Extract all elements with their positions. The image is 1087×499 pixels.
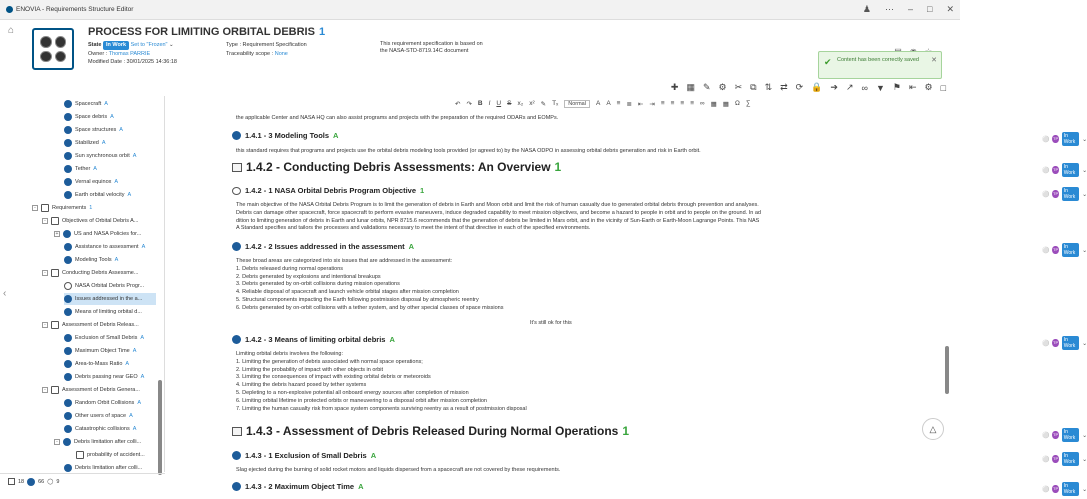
paragraph[interactable]: the applicable Center and NASA HQ can also assist programs and projects with the preparation of the required ODARs and EOMPs.: [236, 115, 559, 121]
chevron-down-icon[interactable]: ⌄: [1082, 136, 1087, 143]
state-label: State: [88, 42, 102, 48]
copy-icon[interactable]: ⧉: [750, 82, 757, 92]
enovia-logo-icon: [6, 6, 13, 13]
tree-item-selected[interactable]: Issues addressed in the a...: [64, 293, 156, 305]
row-controls: [1042, 243, 1087, 257]
align-center-icon[interactable]: ≡: [670, 100, 675, 107]
owner-label: Owner :: [88, 50, 108, 57]
section-heading[interactable]: 1.4.2 - 2 Issues addressed in the assessment A: [232, 242, 414, 251]
object-meta: [88, 41, 177, 67]
link-icon[interactable]: ∞: [700, 100, 705, 107]
status-badge[interactable]: In Work: [1062, 336, 1079, 350]
strike-button[interactable]: S: [507, 100, 512, 107]
assistant-button[interactable]: [922, 418, 944, 440]
tree-item[interactable]: Means of limiting orbital d...: [64, 306, 142, 318]
chapter-heading[interactable]: 1.4.2 - Conducting Debris Assessments: An Overview 1: [232, 160, 561, 174]
tree-item[interactable]: Tether A: [64, 163, 97, 175]
close-button[interactable]: ✕: [946, 4, 954, 14]
description: This requirement specification is based on the NASA-STD-8719.14C document: [380, 41, 483, 54]
lock-icon[interactable]: ⚪: [1042, 486, 1050, 493]
status-badge[interactable]: In Work: [1062, 187, 1079, 201]
editor-toolbar: [455, 97, 950, 110]
paragraph[interactable]: The main objective of the NASA Orbital Debris Program is to limit the generation of debris in Earth and Moon orbit and limit the risk of human casualty due to generated orbital debris through prevention and analyses. Debris can damage other spacecraft, force spacecraft to perform evasive maneuvers, induce degraded capability to meet mission objectives, and become a hazard to people in orbit and to people on the ground. In ad dition to limiting generation of debris in Earth and lunar orbits, NPR 8715.6 recommends that the generation of debris be limited in Mars orbit, and in the vicinity of Sun-Earth or Earth-Moon Lagrange Points. This NAS A Standard specifies and tailors the processes and validations necessary to meet the intent of that directive in each of the specified environments.: [236, 202, 761, 232]
lock-icon[interactable]: ⚪: [1042, 191, 1050, 198]
lock-icon[interactable]: 🔒: [811, 82, 823, 92]
comment-count: 9: [56, 478, 60, 485]
tag-icon[interactable]: ⚑: [892, 82, 901, 92]
close-icon[interactable]: ✕: [931, 57, 937, 64]
redo-icon[interactable]: ↷: [466, 100, 472, 108]
avatar[interactable]: TP: [1053, 247, 1059, 252]
modified-date: 30/01/2025 14:36:18: [126, 59, 177, 65]
image-icon[interactable]: ▦: [710, 100, 717, 108]
avatar[interactable]: TP: [1053, 456, 1059, 461]
avatar[interactable]: TP: [1053, 486, 1059, 491]
tree-item[interactable]: Earth orbital velocity A: [64, 189, 131, 201]
minimize-button[interactable]: –: [908, 4, 914, 14]
state-badge: In Work: [103, 41, 129, 50]
tree-item[interactable]: Random Orbit Collisions A: [64, 397, 141, 409]
collapse-panel-icon[interactable]: ‹: [3, 288, 7, 299]
tree-item[interactable]: Exclusion of Small Debris A: [64, 332, 144, 344]
tree-item[interactable]: - Debris limitation after colli...: [54, 436, 141, 448]
omega-icon[interactable]: Ω: [734, 100, 740, 107]
page-title: [88, 26, 325, 38]
title-text: PROCESS FOR LIMITING ORBITAL DEBRIS: [88, 26, 315, 38]
saved-toast: [818, 51, 942, 79]
tree-item[interactable]: - Conducting Debris Assessme...: [42, 267, 138, 279]
share-icon[interactable]: ↗: [845, 82, 854, 92]
status-badge[interactable]: In Work: [1062, 243, 1079, 257]
section-heading[interactable]: 1.4.3 - 2 Maximum Object Time A: [232, 482, 364, 491]
object-thumbnail: [32, 28, 74, 70]
lock-icon[interactable]: ⚪: [1042, 247, 1050, 254]
tree-item[interactable]: Debris passing near GEO A: [64, 371, 144, 383]
italic-button[interactable]: I: [488, 100, 491, 107]
chevron-down-icon[interactable]: ⌄: [1082, 456, 1087, 463]
insert-icon[interactable]: ▦: [686, 82, 695, 92]
avatar[interactable]: TP: [1053, 432, 1059, 437]
doc-count: 18: [18, 478, 25, 485]
tree-item[interactable]: Space debris A: [64, 111, 114, 123]
status-badge[interactable]: In Work: [1062, 482, 1079, 496]
content-scrollbar[interactable]: [945, 346, 949, 394]
chevron-down-icon[interactable]: ⌄: [1082, 486, 1087, 493]
section-heading[interactable]: 1.4.2 - 1 NASA Orbital Debris Program Objective 1: [232, 186, 424, 195]
format-painter-icon[interactable]: ✎: [540, 100, 547, 108]
tree-item[interactable]: Vernal equinox A: [64, 176, 118, 188]
lock-icon[interactable]: ⚪: [1042, 432, 1050, 439]
outdent-icon[interactable]: ⇤: [637, 100, 644, 108]
chevron-down-icon[interactable]: ⌄: [169, 42, 174, 48]
tree-item-requirements[interactable]: - Requirements 1: [32, 202, 92, 214]
align-right-icon[interactable]: ≡: [680, 100, 685, 107]
settings-icon[interactable]: ⚙: [924, 82, 933, 92]
tree-item[interactable]: Catastrophic collisions A: [64, 423, 136, 435]
tree-item[interactable]: - Assessment of Debris Releas...: [42, 319, 139, 331]
import-icon[interactable]: ⇤: [908, 82, 917, 92]
tree-item[interactable]: Stabilized A: [64, 137, 106, 149]
modified-label: Modified Date :: [88, 59, 125, 65]
paint-icon[interactable]: ✎: [702, 82, 711, 92]
lock-icon[interactable]: ⚪: [1042, 340, 1050, 347]
subscript-button[interactable]: x₂: [517, 100, 524, 107]
row-controls: [1042, 132, 1087, 146]
user-icon[interactable]: ♟: [862, 4, 871, 14]
paragraph[interactable]: Slag ejected during the burning of solid rocket motors and liquids dispersed from a spacecraft are not covered by these requirements.: [236, 467, 561, 473]
app-title: [6, 6, 133, 13]
maximize-button[interactable]: □: [927, 4, 933, 14]
paragraph[interactable]: this standard requires that programs and projects use the orbital debris modeling tools provided (or agreed to) by the NASA ODPO in assessing orbital debris generation and risk in Earth orbit.: [236, 148, 701, 154]
req-count: 66: [38, 478, 45, 485]
object-header: [0, 20, 960, 78]
chevron-down-icon[interactable]: ⌄: [1082, 247, 1087, 254]
split-icon[interactable]: ⇅: [764, 82, 773, 92]
chevron-down-icon[interactable]: ⌄: [1082, 191, 1087, 198]
check-icon: ✔: [824, 57, 832, 67]
tree-item[interactable]: Modeling Tools A: [64, 254, 118, 266]
trace-label: Traceability scope :: [226, 50, 274, 57]
highlight-icon[interactable]: A: [606, 100, 611, 107]
chevron-down-icon[interactable]: ⌄: [1082, 340, 1087, 347]
requirement-count-icon: [27, 478, 35, 486]
filter-icon[interactable]: ▼: [875, 82, 885, 93]
sidebar-counters: [0, 473, 165, 489]
tree-item[interactable]: Spacecraft A: [64, 98, 108, 110]
inline-note[interactable]: It's still ok for this: [530, 320, 572, 326]
status-badge[interactable]: In Work: [1062, 452, 1079, 466]
row-controls: [1042, 452, 1087, 466]
bold-button[interactable]: B: [477, 100, 483, 107]
comment-count-icon: ◯: [47, 478, 54, 485]
avatar[interactable]: TP: [1053, 191, 1059, 196]
status-badge[interactable]: In Work: [1062, 428, 1079, 442]
type-label: Type :: [226, 42, 241, 48]
section-heading[interactable]: 1.4.1 - 3 Modeling Tools A: [232, 131, 338, 140]
bell-icon: △: [929, 424, 937, 434]
font-color-icon[interactable]: A: [595, 100, 601, 107]
align-left-icon[interactable]: ≡: [660, 100, 665, 107]
list-icon[interactable]: ≡: [616, 100, 621, 107]
status-badge[interactable]: In Work: [1062, 132, 1079, 146]
home-icon[interactable]: ⌂: [8, 25, 15, 36]
refresh-icon[interactable]: ⟳: [795, 82, 804, 92]
window-title: ENOVIA - Requirements Structure Editor: [16, 6, 134, 13]
tree-item[interactable]: probability of accident...: [76, 449, 145, 461]
numbered-list-icon[interactable]: ≣: [626, 100, 632, 108]
paragraph[interactable]: Limiting orbital debris involves the following: 1. Limiting the generation of debris associated with normal space operations; 2. Limiting the probability of impact with other objects in orbit 3. Limiting the consequences of impact with existing orbital debris or meteoroids 4. Limiting the debris hazard posed by tether systems 5. Depleting to a non-explosive potential all onboard energy sources after completion of mission 6. Limiting orbital lifetime in protected orbits or maneuvering to a disposal orbit after mission completion 7. Limiting the human casualty risk from space system components surviving reentry as a result of postmission disposal: [236, 351, 527, 412]
avatar[interactable]: TP: [1053, 167, 1059, 172]
tree-item[interactable]: NASA Orbital Debris Progr...: [64, 280, 144, 292]
tree-item[interactable]: Sun synchronous orbit A: [64, 150, 136, 162]
lock-icon[interactable]: ⚪: [1042, 167, 1050, 174]
table-icon[interactable]: ▦: [722, 100, 729, 108]
action-toolbar: [510, 79, 950, 96]
lock-icon[interactable]: ⚪: [1042, 456, 1050, 463]
row-controls: [1042, 187, 1087, 201]
chapter-heading[interactable]: 1.4.3 - Assessment of Debris Released During Normal Operations 1: [232, 424, 629, 438]
tree-item[interactable]: Other users of space A: [64, 410, 133, 422]
underline-button[interactable]: U: [496, 100, 502, 107]
tree-item[interactable]: Debris limitation after colli...: [64, 462, 142, 474]
set-frozen-link[interactable]: Set to "Frozen": [130, 42, 168, 48]
tree-item[interactable]: Assistance to assessment A: [64, 241, 145, 253]
superscript-button[interactable]: x²: [529, 100, 535, 107]
clear-format-icon[interactable]: Tₓ: [552, 100, 559, 107]
tree-item[interactable]: - Objectives of Orbital Debris A...: [42, 215, 138, 227]
section-heading[interactable]: 1.4.2 - 3 Means of limiting orbital debris A: [232, 335, 395, 344]
link-icon[interactable]: ∞: [861, 82, 868, 93]
avatar[interactable]: TP: [1053, 340, 1059, 345]
trace-value[interactable]: None: [274, 50, 288, 57]
row-controls: [1042, 336, 1087, 350]
undo-icon[interactable]: ↶: [455, 100, 461, 108]
edit-icon[interactable]: ⚙: [718, 82, 727, 92]
tree-item[interactable]: Maximum Object Time A: [64, 345, 136, 357]
revision: 1: [318, 26, 326, 38]
new-doc-icon[interactable]: □: [940, 82, 946, 93]
status-badge[interactable]: In Work: [1062, 163, 1079, 177]
avatar[interactable]: TP: [1053, 136, 1059, 141]
indent-icon[interactable]: ⇥: [649, 100, 655, 108]
tree-item[interactable]: + US and NASA Policies for...: [55, 231, 142, 237]
toast-message: Content has been correctly saved: [837, 57, 919, 63]
document-count-icon: [8, 478, 15, 485]
type-value: Requirement Specification: [242, 42, 307, 48]
tree-item[interactable]: - Assessment of Debris Genera...: [42, 384, 140, 396]
chevron-down-icon[interactable]: ⌄: [1082, 432, 1087, 439]
structure-tree: [0, 96, 165, 472]
cut-icon[interactable]: ✂: [734, 82, 743, 92]
tree-item[interactable]: Area-to-Mass Ratio A: [64, 358, 129, 370]
lock-icon[interactable]: ⚪: [1042, 136, 1050, 143]
export-icon[interactable]: ➔: [830, 82, 838, 92]
object-meta-2: [226, 41, 307, 58]
paragraph[interactable]: These broad areas are categorized into six issues that are addressed in the assessment: 1. Debris released during normal operations 2. Debris generated by explosions and intentional breakups 3. Debris generated by on-orbit collisions during mission operations 4. Reliable disposal of spacecraft and launch vehicle orbital stages after mission completion 5. Structural components impacting the Earth following postmission disposal by atmospheric reentry 6. Debris generated by on-orbit collisions with a tether system, and by other special classes of space missions: [236, 258, 504, 311]
window-titlebar: [0, 0, 960, 20]
chevron-down-icon[interactable]: ⌄: [1082, 167, 1087, 174]
sidebar-scrollbar[interactable]: [158, 380, 162, 475]
window-controls: [863, 4, 954, 15]
row-controls: [1042, 428, 1087, 442]
owner-link[interactable]: Thomas PARRIE: [108, 50, 151, 57]
tree-item[interactable]: Space structures A: [64, 124, 123, 136]
more-icon[interactable]: ⋯: [885, 4, 894, 14]
justify-icon[interactable]: ≡: [690, 100, 694, 107]
merge-icon[interactable]: ⇄: [780, 82, 788, 92]
sum-icon[interactable]: ∑: [745, 100, 751, 107]
row-controls: [1042, 163, 1087, 177]
row-controls: [1042, 482, 1087, 496]
section-heading[interactable]: 1.4.3 - 1 Exclusion of Small Debris A: [232, 451, 376, 460]
add-icon[interactable]: ✚: [670, 82, 679, 92]
style-select[interactable]: Normal: [564, 100, 590, 108]
